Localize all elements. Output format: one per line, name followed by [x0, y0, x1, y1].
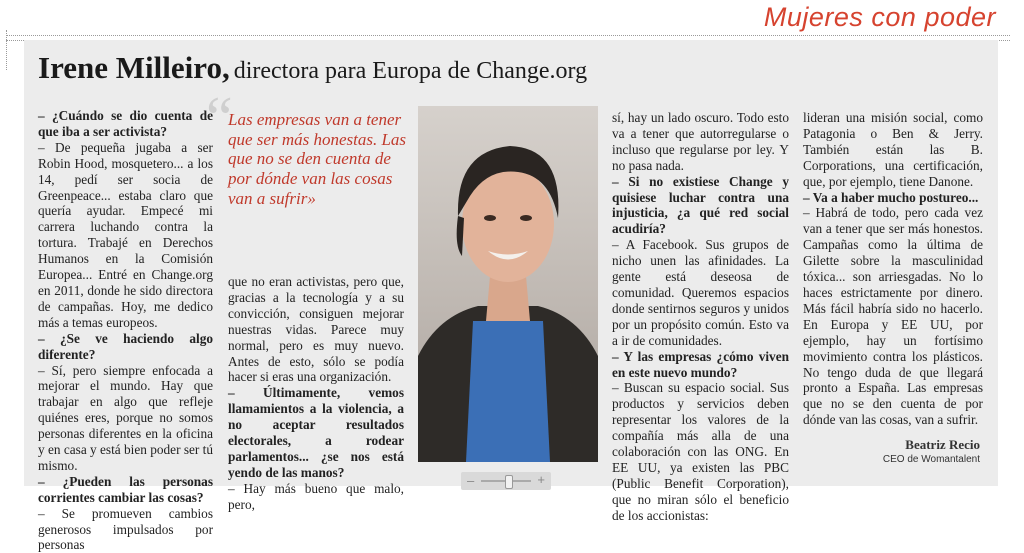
answer: que no eran activistas, pero que, gracias a la tecnología y a su convicción, consiguen mejorar nuestras vidas. Parece muy normal, pero es muy nuevo. Antes de esto, sólo se podía hacer si eras una organización.: [228, 274, 404, 385]
signature-name: Beatriz Recio: [905, 437, 980, 452]
zoom-slider-handle[interactable]: [505, 475, 513, 489]
question: – Últimamente, vemos llamamientos a la violencia, a no aceptar resultados electorales, a rodear parlamentos... ¿se nos está yendo de las manos?: [228, 385, 404, 480]
column-1: [38, 108, 213, 553]
question: – Si no existiese Change y quisiese luchar contra una injusticia, ¿a qué red social acudiría?: [612, 173, 789, 237]
zoom-control[interactable]: [461, 472, 551, 490]
headline-name: Irene Milleiro,: [38, 50, 230, 85]
question: – Va a haber mucho postureo...: [803, 189, 979, 205]
pull-quote: Las empresas van a tener que ser más honestas. Las que no se den cuenta de por dónde van las cosas van a sufrir»: [228, 110, 407, 208]
question: – Y las empresas ¿cómo viven en este nuevo mundo?: [612, 348, 789, 380]
portrait-illustration: [418, 106, 598, 462]
answer: – Sí, pero siempre enfocada a mejorar el mundo. Hay que trabajar en algo que refleje quiénes eres, porque no somos personas diferentes en la oficina y en casa y está bien poder ser tú mismo.: [38, 362, 214, 473]
answer: – A Facebook. Sus grupos de nicho unen las afinidades. La gente está deseosa de comunidad. Queremos espacios donde sentirnos seguros y unidos por un propósito común. Esto va a ir de comunidades.: [612, 237, 789, 348]
answer: – De pequeña jugaba a ser Robin Hood, mosquetero... a los 14, pedí ser socia de Greenpeace... estaba claro que quería ayudar. Empecé mi carrera luchando contra la tortura. Trabajé en Derechos Humanos en la Comisión Europea... Entré en Change.org en 2011, donde he sido directora de campañas. Hoy, me dedico más a temas europeos.: [38, 139, 213, 330]
corner-rule: [6, 30, 23, 70]
portrait-photo: [418, 106, 598, 462]
question: – ¿Pueden las personas corrientes cambiar las cosas?: [38, 473, 213, 505]
answer: – Buscan su espacio social. Sus productos y servicios deben representar los valores de la compañía más alla de una colaboración con las ONG. En EE UU, ya existen las PBC (Public Benefit Corporation), que no miran sólo el beneficio de los accionistas:: [612, 380, 789, 523]
answer: – Hay más bueno que malo, pero,: [228, 480, 404, 512]
quote-mark-icon: “: [206, 85, 233, 151]
question: – ¿Cuándo se dio cuenta de que iba a ser activista?: [38, 108, 213, 139]
section-title: Mujeres con poder: [763, 2, 996, 32]
column-2: [228, 274, 404, 513]
column-3: [612, 110, 789, 524]
column-4: [803, 110, 983, 428]
zoom-out-icon[interactable]: –: [467, 473, 475, 488]
headline-role: directora para Europa de Change.org: [233, 58, 588, 84]
signature-role: CEO de Womantalent: [882, 454, 980, 465]
headline: [38, 50, 587, 86]
answer: sí, hay un lado oscuro. Todo esto va a tener que autorregularse o incluso que regularse por ley. Y no pasa nada.: [612, 110, 789, 173]
question: – ¿Se ve haciendo algo diferente?: [38, 330, 213, 362]
answer: lideran una misión social, como Patagonia o Ben & Jerry. También están las B. Corporations, una certificación, que, por ejemplo, tiene Danone.: [803, 110, 983, 189]
answer: – Se promueven cambios generosos impulsados por personas: [38, 505, 213, 553]
answer: – Habrá de todo, pero cada vez van a tener que ser más honestos. Campañas como la última de Gilette sobre la masculinidad tóxica... son arriesgadas. No lo haces estrictamente por dinero. Más fácil habría sido no hacerlo. En Europa y EE UU, por ejemplo, hay un fortísimo movimiento contra los plásticos. No tengo duda de que llegará pronto a España. Las empresas que no se den cuenta de por dónde van las cosas, van a sufrir.: [803, 205, 983, 428]
zoom-in-icon[interactable]: +: [537, 472, 545, 487]
